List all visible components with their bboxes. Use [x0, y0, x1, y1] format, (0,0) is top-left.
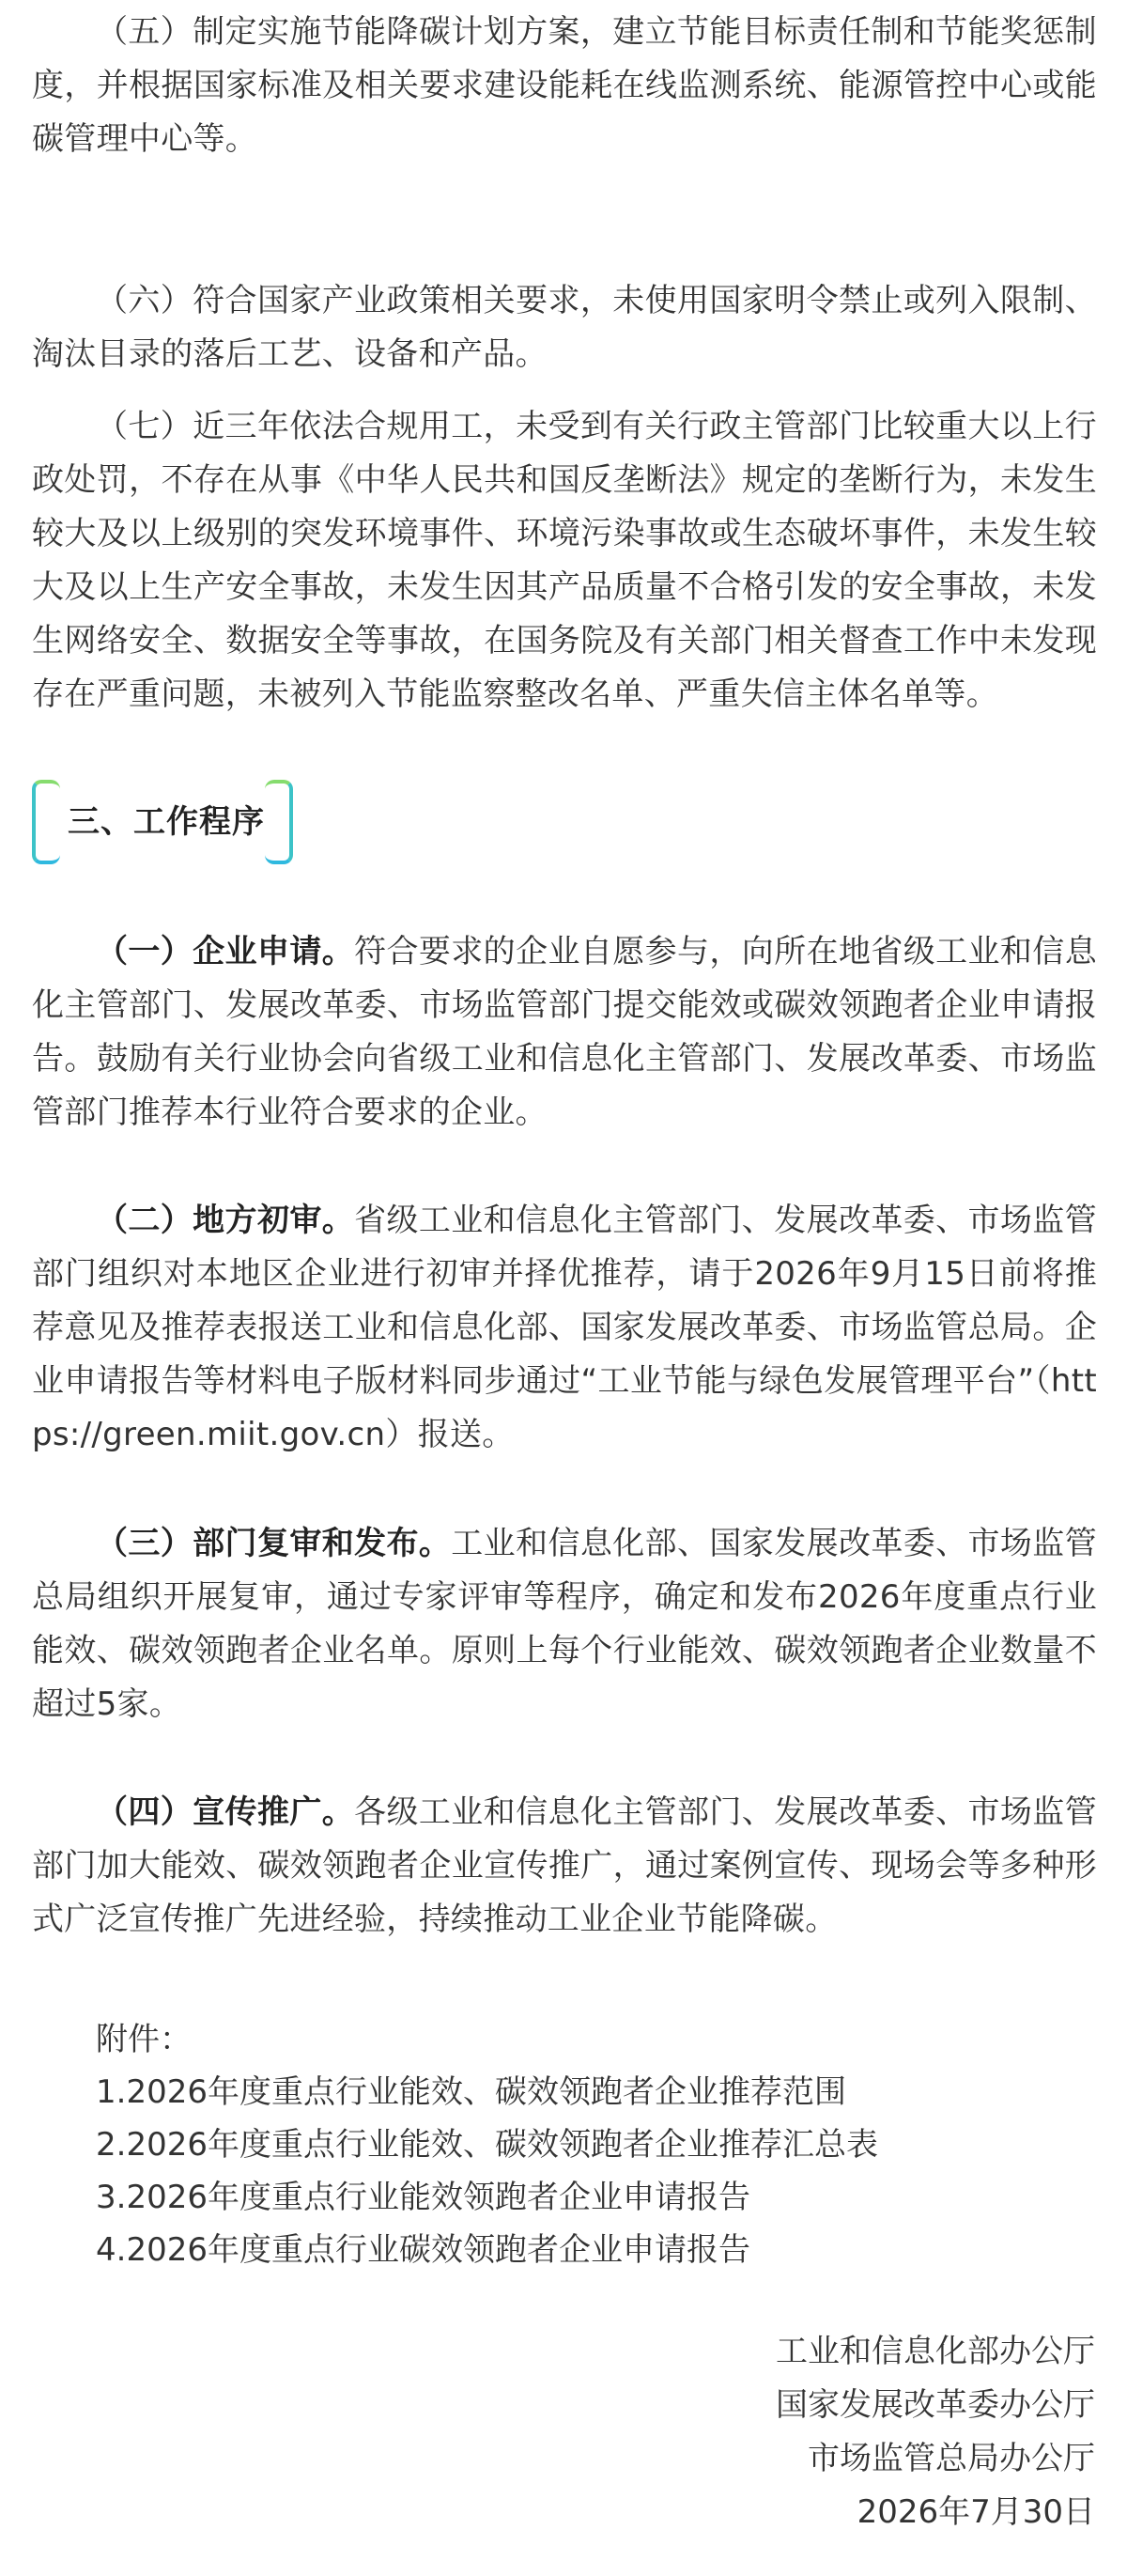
signature-block: [438, 2325, 1095, 2539]
attachment-title: 附件：: [96, 2021, 192, 2058]
step-text: 工业和信息化部、国家发展改革委、市场监管总局组织开展复审，通过专家评审等程序，确定和发布2026年度重点行业能效、碳效领跑者企业名单。原则上每个行业能效、碳效领跑者企业数量不超过5家。: [32, 1525, 1097, 1723]
signature-org: 市场监管总局办公厅: [808, 2440, 1095, 2477]
step-lead: （四）宣传推广。: [96, 1793, 355, 1831]
signature-org: 工业和信息化部办公厅: [776, 2333, 1095, 2370]
attachment-item: 1.2026年度重点行业能效、碳效领跑者企业推荐范围: [96, 2073, 846, 2111]
step-enterprise-application: [32, 925, 1097, 1140]
section-heading: [32, 780, 293, 864]
paragraph-item-5: [32, 6, 1097, 166]
paragraph-item-7: [32, 400, 1097, 722]
step-promotion: [32, 1786, 1097, 1947]
step-lead: （三）部门复审和发布。: [96, 1525, 452, 1562]
paragraph-text: （七）近三年依法合规用工，未受到有关行政主管部门比较重大以上行政处罚，不存在从事《中华人民共和国反垄断法》规定的垄断行为，未发生较大及以上级别的突发环境事件、环境污染事故或生态破坏事件，未发生较大及以上生产安全事故，未发生因其产品质量不合格引发的安全事故，未发生网络安全、数据安全等事故，在国务院及有关部门相关督查工作中未发现存在严重问题，未被列入节能监察整改名单、严重失信主体名单等。: [32, 408, 1097, 713]
step-department-review: [32, 1517, 1097, 1731]
step-text: 符合要求的企业自愿参与，向所在地省级工业和信息化主管部门、发展改革委、市场监管部门提交能效或碳效领跑者企业申请报告。鼓励有关行业协会向省级工业和信息化主管部门、发展改革委、市场监管部门推荐本行业符合要求的企业。: [32, 933, 1097, 1131]
step-text: 各级工业和信息化主管部门、发展改革委、市场监管部门加大能效、碳效领跑者企业宣传推广，通过案例宣传、现场会等多种形式广泛宣传推广先进经验，持续推动工业企业节能降碳。: [32, 1793, 1097, 1938]
attachment-item: 2.2026年度重点行业能效、碳效领跑者企业推荐汇总表: [96, 2126, 878, 2164]
heading-bracket-right: [265, 780, 293, 864]
paragraph-text: （五）制定实施节能降碳计划方案，建立节能目标责任制和节能奖惩制度，并根据国家标准及相关要求建设能耗在线监测系统、能源管控中心或能碳管理中心等。: [32, 13, 1097, 158]
paragraph-item-6: [32, 274, 1097, 381]
attachment-item: 4.2026年度重点行业碳效领跑者企业申请报告: [96, 2231, 750, 2269]
step-local-review: [32, 1194, 1097, 1462]
step-lead: （一）企业申请。: [96, 933, 355, 970]
step-lead: （二）地方初审。: [96, 1202, 355, 1239]
signature-date: 2026年7月30日: [857, 2493, 1095, 2531]
paragraph-text: （六）符合国家产业政策相关要求，未使用国家明令禁止或列入限制、淘汰目录的落后工艺、设备和产品。: [32, 282, 1097, 373]
attachment-list: [96, 2013, 1035, 2276]
attachment-item: 3.2026年度重点行业能效领跑者企业申请报告: [96, 2179, 750, 2216]
section-heading-text: 三、工作程序: [68, 803, 265, 841]
signature-org: 国家发展改革委办公厅: [776, 2386, 1095, 2424]
step-text: 省级工业和信息化主管部门、发展改革委、市场监管部门组织对本地区企业进行初审并择优推荐，请于2026年9月15日前将推荐意见及推荐表报送工业和信息化部、国家发展改革委、市场监管总局。企业申请报告等材料电子版材料同步通过“工业节能与绿色发展管理平台”（https://green.miit.gov.cn）报送。: [32, 1202, 1097, 1453]
heading-bracket-left: [32, 780, 60, 864]
